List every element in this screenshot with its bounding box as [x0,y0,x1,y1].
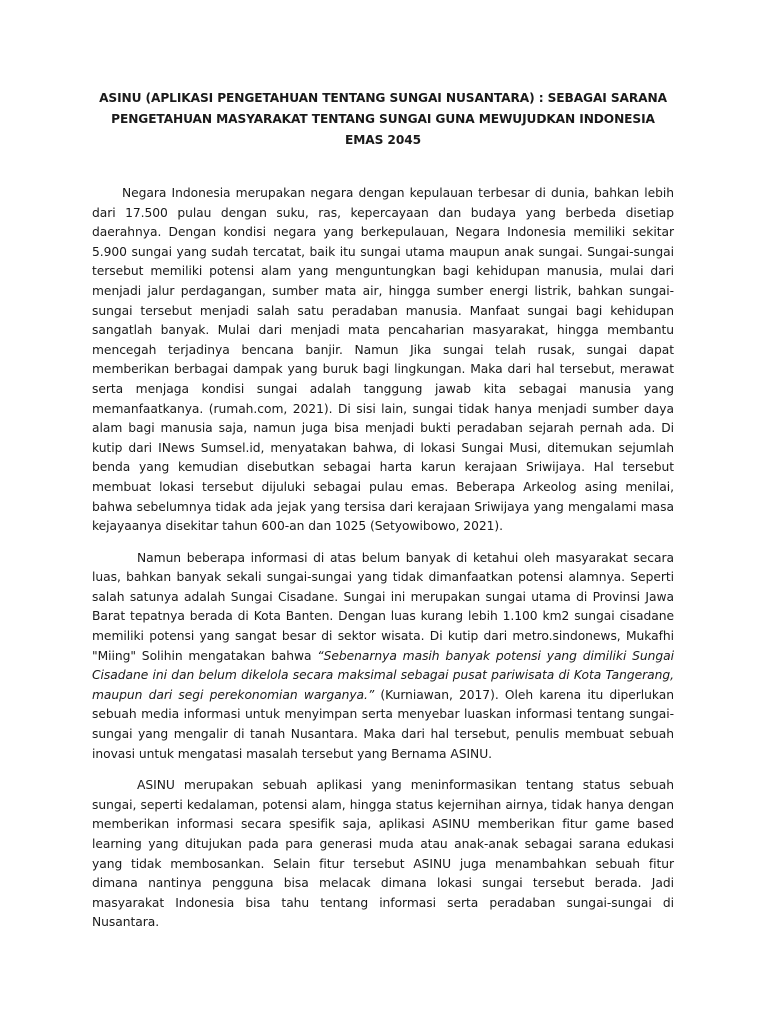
paragraph-1: Negara Indonesia merupakan negara dengan kepulauan terbesar di dunia, bahkan lebih dari 17.500 pulau dengan suku, ras, kepercayaan dan budaya yang berbeda disetiap daerahnya. Dengan kondisi negara yang berkepulauan, Negara Indonesia memiliki sekitar 5.900 sungai yang sudah tercatat, baik itu sungai utama maupun anak sungai. Sungai-sungai tersebut memiliki potensi alam yang menguntungkan bagi kehidupan manusia, mulai dari menjadi jalur perdagangan, sumber mata air, hingga sumber energi listrik, bahkan sungai-sungai tersebut menjadi salah satu peradaban manusia. Manfaat sungai bagi kehidupan sangatlah banyak. Mulai dari menjadi mata pencaharian masyarakat, hingga membantu mencegah terjadinya bencana banjir. Namun Jika sungai telah rusak, sungai dapat memberikan berbagai dampak yang buruk bagi lingkungan. Maka dari hal tersebut, merawat serta menjaga kondisi sungai adalah tanggung jawab kita sebagai manusia yang memanfaatkanya. (rumah.com, 2021). Di sisi lain, sungai tidak hanya menjadi sumber daya alam bagi manusia saja, namun juga bisa menjadi bukti peradaban sejarah pernah ada. Di kutip dari INews Sumsel.id, menyatakan bahwa, di lokasi Sungai Musi, ditemukan sejumlah benda yang kemudian disebutkan sebagai harta karun kerajaan Sriwijaya. Hal tersebut membuat lokasi tersebut dijuluki sebagai pulau emas. Beberapa Arkeolog asing menilai, bahwa sebelumnya tidak ada jejak yang tersisa dari kerajaan Sriwijaya yang mengalami masa kejayaanya disekitar tahun 600-an dan 1025 (Setyowibowo, 2021). [92,186,674,534]
paragraph-2 [92,549,674,765]
document-page [92,0,674,945]
document-title: ASINU (APLIKASI PENGETAHUAN TENTANG SUNGAI NUSANTARA) : SEBAGAI SARANA PENGETAHUAN MASYARAKAT TENTANG SUNGAI GUNA MEWUJUDKAN INDONESIA EMAS 2045 [99,91,667,147]
paragraph-3: ASINU merupakan sebuah aplikasi yang meninformasikan tentang status sebuah sungai, seperti kedalaman, potensi alam, hingga status kejernihan airnya, tidak hanya dengan memberikan informasi secara spesifik saja, aplikasi ASINU memberikan fitur game based learning yang ditujukan pada para generasi muda atau anak-anak sebagai sarana edukasi yang tidak membosankan. Selain fitur tersebut ASINU juga menambahkan sebuah fitur dimana nantinya pengguna bisa melacak dimana lokasi sungai tersebut berada. Jadi masyarakat Indonesia bisa tahu tentang informasi serta peradaban sungai-sungai di Nusantara. [92,778,674,930]
paragraph-2-intro: Namun beberapa informasi di atas belum banyak di ketahui oleh masyarakat secara luas, bahkan banyak sekali sungai-sungai yang tidak dimanfaatkan potensi alamnya. Seperti salah satunya adalah Sungai Cisadane. Sungai ini merupakan sungai utama di Provinsi Jawa Barat tepatnya berada di Kota Banten. Dengan luas kurang lebih 1.100 km2 sungai cisadane memiliki potensi yang sangat besar di sektor wisata. Di kutip dari metro.sindonews, Mukafhi "Miing" Solihin mengatakan bahwa [92,550,674,663]
paragraph-2-quote: “Sebenarnya masih banyak potensi yang dimiliki Sungai Cisadane ini dan belum dikelola secara maksimal sebagai pusat pariwisata di Kota Tangerang, maupun dari segi perekonomian warganya.” [92,648,674,702]
document-body [92,184,674,933]
paragraph-2-conclusion: (Kurniawan, 2017). Oleh karena itu diperlukan sebuah media informasi untuk menyimpan serta menyebar luaskan informasi tentang sungai-sungai yang mengalir di tanah Nusantara. Maka dari hal tersebut, penulis membuat sebuah inovasi untuk mengatasi masalah tersebut yang Bernama ASINU. [92,687,674,761]
